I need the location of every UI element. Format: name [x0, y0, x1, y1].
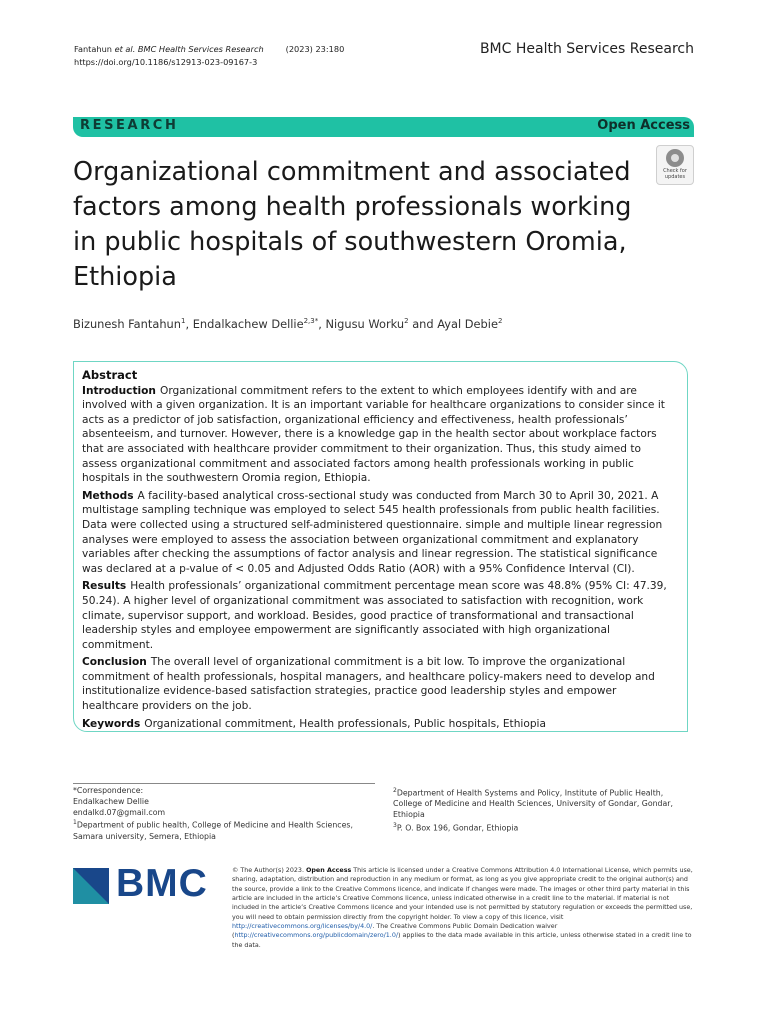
affiliation-2: $^2$Department of Health Systems and Policy, Institute of Public Health, College of Medicine and Health Sciences, University of Gondar, Gondar, Ethiopia — [393, 787, 673, 820]
abstract-label: Conclusion — [82, 656, 147, 669]
article-title: Organizational commitment and associated factors among health professionals working in public hospitals of southwestern Oromia, Ethiopia — [73, 157, 632, 292]
correspondence-email[interactable]: endalkd.07@gmail.com — [73, 807, 166, 817]
public-domain-link[interactable]: http://creativecommons.org/publicdomain/zero/1.0/ — [234, 932, 398, 940]
bmc-logo-text: BMC — [116, 862, 208, 905]
affiliation-1: $^1$Department of public health, College of Medicine and Health Sciences, Samara university, Semera, Ethiopia — [73, 819, 353, 841]
license-open-access: Open Access — [306, 867, 352, 874]
abstract-label: Keywords — [82, 717, 141, 730]
check-for-updates-button[interactable] — [656, 145, 694, 185]
author-name[interactable]: Bizunesh Fantahun — [73, 317, 181, 331]
abstract-label: Introduction — [82, 384, 156, 397]
abstract-text: Health professionals’ organizational commitment percentage mean score was 48.8% (95% CI: 47.39, 50.24). A higher level of organizational commitment was associated to satisfaction with recognition, work climate, supervisor support, and workload. Besides, good practice of transformational and transactional leadership styles and employee empowerment are significantly associated with high organizational commitment. — [82, 580, 667, 651]
correspondence-name: Endalkachew Dellie — [73, 796, 149, 806]
footnote-divider — [73, 783, 375, 784]
author-name[interactable]: Nigusu Worku — [325, 317, 405, 331]
bmc-logo-icon — [73, 868, 109, 904]
author-affiliation: 2,3* — [303, 317, 319, 326]
author-name[interactable]: Endalkachew Dellie — [192, 317, 304, 331]
abstract-text: A facility-based analytical cross-sectional study was conducted from March 30 to April 30, 2021. A multistage sampling technique was employed to select 545 health professionals from public health facilities. Data were collected using a structured self-administered questionnaire. simple and multiple linear regression analyses were employed to assess the association between organizational commitment and explanatory variables after checking the assumptions of factor analysis and linear regression. The statistical significance was declared at a p-value of < 0.05 and Adjusted Odds Ratio (AOR) with a 95% Confidence Interval (CI). — [82, 489, 663, 575]
abstract-heading: Abstract — [82, 368, 138, 382]
section-label: RESEARCH — [80, 118, 179, 133]
author-affiliation: 2 — [404, 317, 409, 326]
footnotes-left — [73, 786, 375, 843]
citation-journal: et al. BMC Health Services Research — [114, 44, 264, 54]
abstract-text: Organizational commitment refers to the extent to which employees identify with and are involved with a given organization. It is an important variable for healthcare organizations to consider since it acts as a predictor of job satisfaction, organizational efficiency and effectiveness, health professionals’ absenteeism, and turnover. However, there is a knowledge gap in the health sector about workplace factors that are associated with healthcare provider commitment to their organization. Thus, this study aimed to assess organizational commitment and associated factors among health professionals working in public hospitals in the southwestern Oromia region, Ethiopia. — [82, 384, 665, 485]
author-list: Bizunesh Fantahun$^1$, Endalkachew Dellie$^{2,3*}$, Nigusu Worku$^2$ and Ayal Debie$^2$ — [73, 317, 503, 331]
abstract-introduction — [82, 384, 675, 486]
license-statement: © The Author(s) 2023. Open Access This article is licensed under a Creative Commons Attribution 4.0 International License, which permits use, sharing, adaptation, distribution and reproduction in any medium or format, as long as you give appropriate credit to the original author(s) and the source, provide a link to the Creative Commons licence, and indicate if changes were made. The images or other third party material in this article are included in the article’s Creative Commons licence, unless indicated otherwise in a credit line to the material. If material is not included in the article’s Creative Commons licence and your intended use is not permitted by statutory regulation or exceeds the permitted use, you will need to obtain permission directly from the copyright holder. To view a copy of this licence, visit http://creativecommons.org/licenses/by/4.0/. The Creative Commons Public Domain Dedication waiver (http://creativecommons.org/publicdomain/zero/1.0/) applies to the data made available in this article, unless otherwise stated in a credit line to the data. — [232, 867, 693, 949]
article-type-banner — [73, 117, 694, 137]
footnotes-right — [393, 786, 693, 834]
crossmark-icon — [666, 149, 684, 167]
abstract-keywords — [82, 717, 675, 732]
abstract-conclusion — [82, 655, 675, 713]
abstract-label: Methods — [82, 489, 134, 502]
abstract-label: Results — [82, 580, 127, 593]
affiliation-3: $^3$P. O. Box 196, Gondar, Ethiopia — [393, 821, 519, 833]
license-link[interactable]: http://creativecommons.org/licenses/by/4.0/ — [232, 923, 373, 931]
abstract-text: Organizational commitment, Health professionals, Public hospitals, Ethiopia — [144, 717, 546, 730]
citation-header — [74, 43, 344, 68]
abstract-box — [73, 361, 688, 732]
abstract-methods — [82, 489, 675, 577]
citation-authors: Fantahun — [74, 44, 115, 54]
bmc-logo — [73, 862, 215, 906]
author-affiliation: 1 — [181, 317, 186, 326]
check-for-updates-label: Check for updates — [663, 168, 687, 180]
author-name[interactable]: Ayal Debie — [437, 317, 498, 331]
citation-volume: (2023) 23:180 — [285, 44, 345, 54]
journal-name: BMC Health Services Research — [479, 41, 694, 57]
correspondence-label: *Correspondence: — [73, 786, 144, 795]
abstract-results — [82, 579, 675, 652]
abstract-text: The overall level of organizational commitment is a bit low. To improve the organizational commitment of health professionals, hospital managers, and healthcare policy-makers need to develop and institutionalize evidence-based satisfaction strategies, practice good leadership styles and empower healthcare providers on the job. — [82, 656, 655, 713]
author-affiliation: 2 — [497, 317, 503, 326]
open-access-label: Open Access — [597, 118, 690, 133]
doi-link[interactable]: https://doi.org/10.1186/s12913-023-09167-3 — [74, 56, 258, 67]
